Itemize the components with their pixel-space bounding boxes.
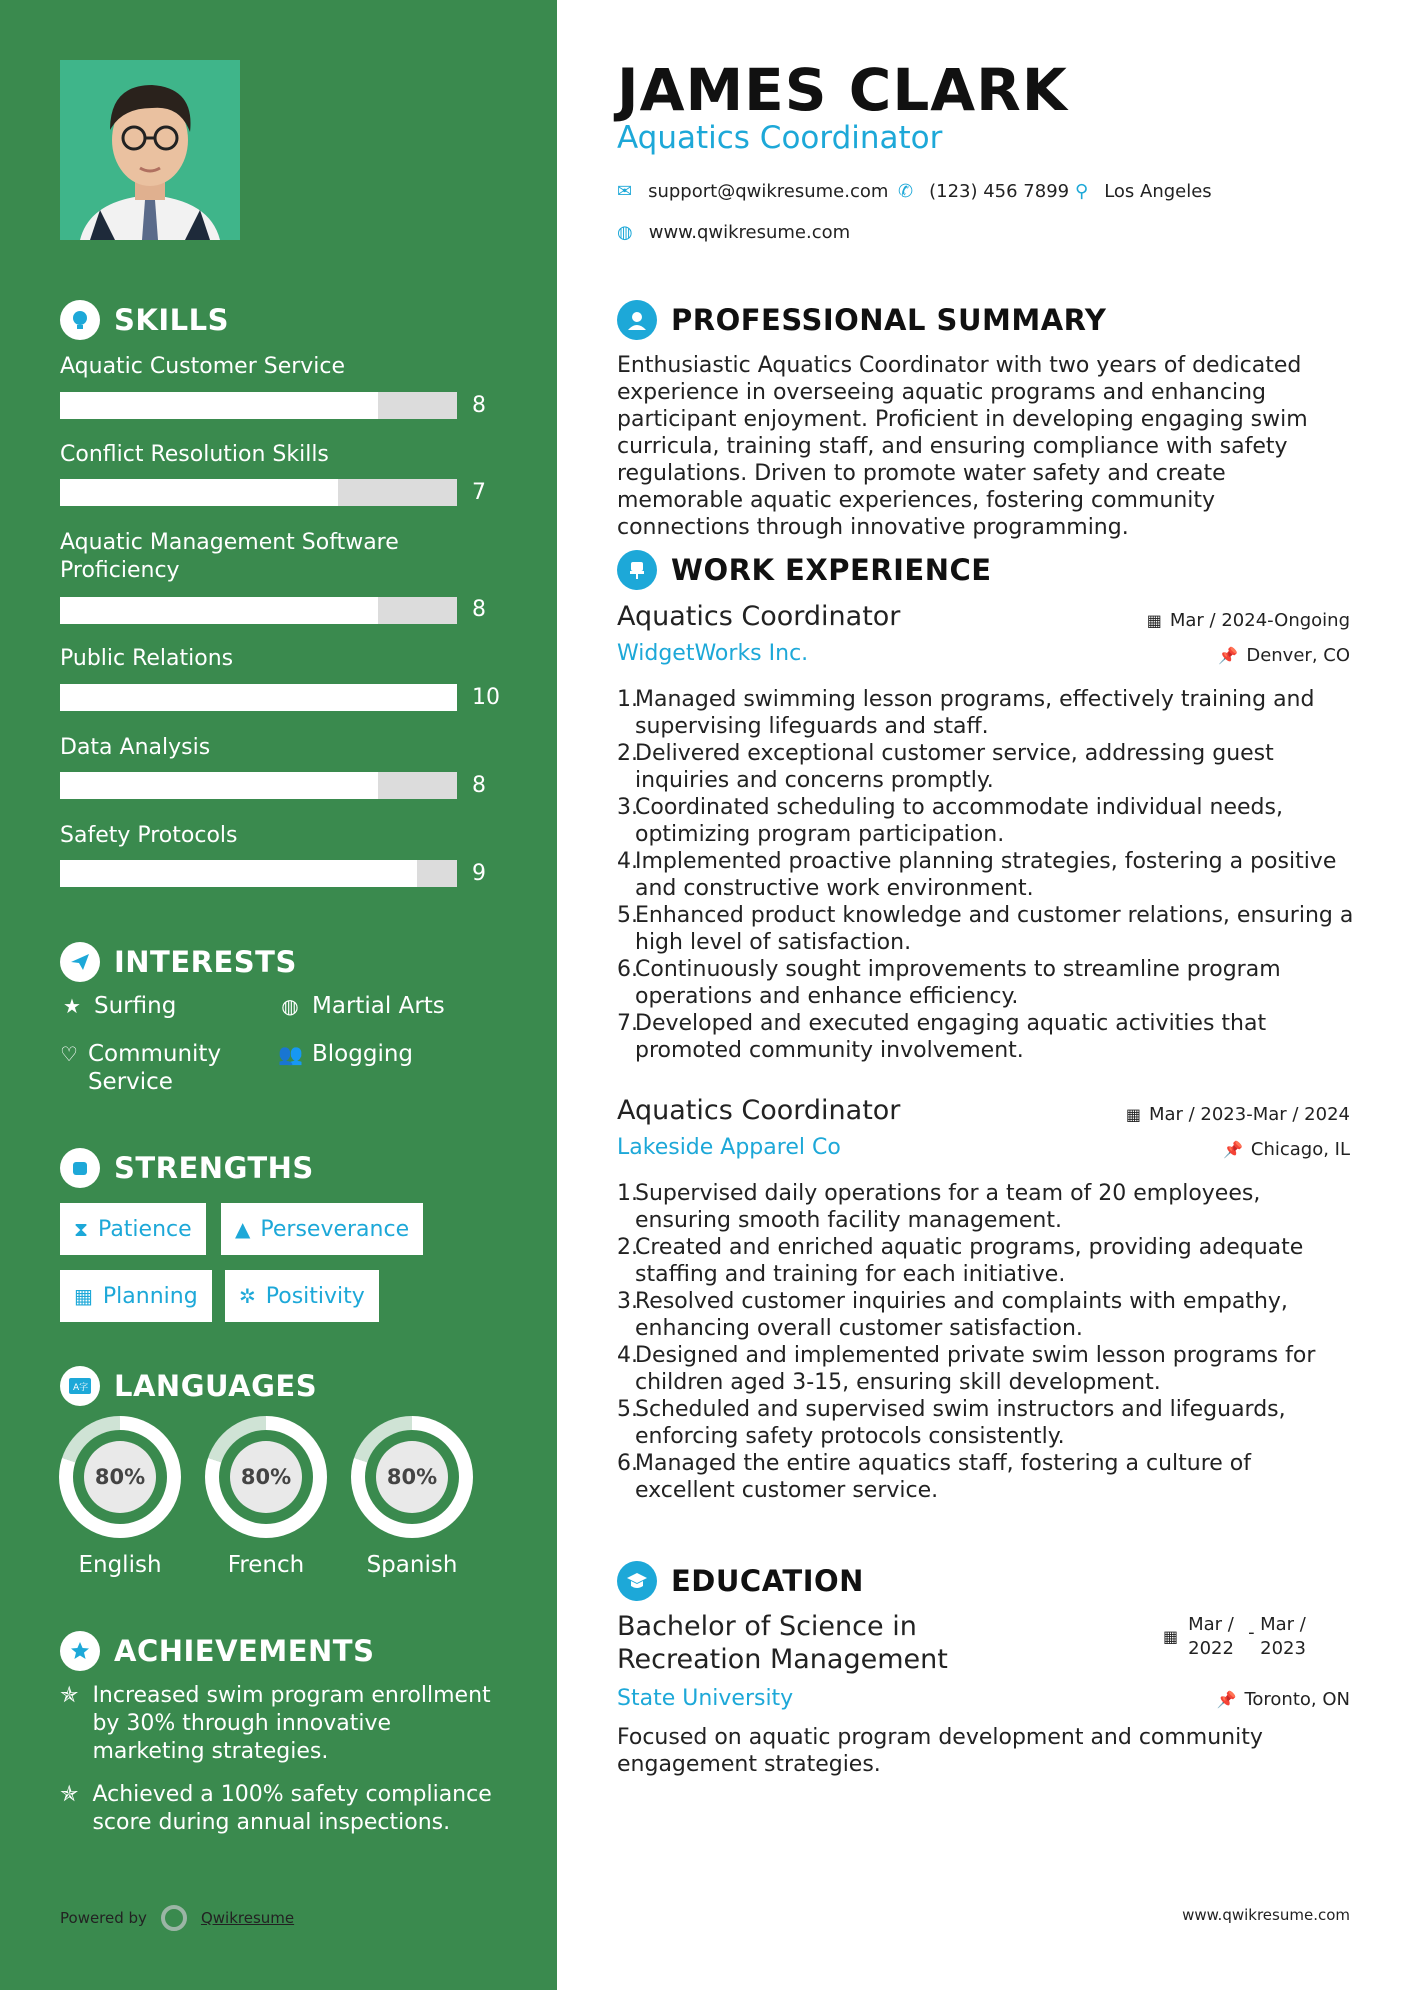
contact-email — [617, 181, 888, 202]
strength-label: Positivity — [265, 1283, 365, 1309]
globe-icon: ◍ — [281, 994, 299, 1018]
school-name: State University — [617, 1686, 794, 1711]
skill-bar — [60, 597, 457, 624]
strengths-title: STRENGTHS — [114, 1151, 314, 1185]
skill-bar-fill — [60, 860, 417, 887]
language-name: French — [227, 1552, 305, 1578]
skill-name: Safety Protocols — [60, 823, 238, 848]
education-location — [1217, 1689, 1350, 1710]
hand-icon: ♡ — [60, 1042, 78, 1066]
experience-header — [617, 550, 992, 590]
job-dates — [1126, 1104, 1350, 1125]
achievement-text: Achieved a 100% safety compliance score during annual inspections. — [92, 1782, 492, 1835]
envelope-icon: ✉ — [617, 181, 633, 202]
star-icon: ✯ — [60, 1683, 79, 1708]
skill-bar — [60, 684, 457, 711]
achievement-text: Increased swim program enrollment by 30% through innovative marketing strategies. — [92, 1683, 491, 1764]
company-name: WidgetWorks Inc. — [617, 641, 809, 666]
svg-text:A字: A字 — [73, 1383, 89, 1393]
skill-level: 10 — [472, 685, 500, 710]
summary-title: PROFESSIONAL SUMMARY — [671, 303, 1107, 337]
skill-bar-fill — [60, 479, 338, 506]
skill-name: Conflict Resolution Skills — [60, 442, 329, 467]
candidate-name: JAMES CLARK — [617, 56, 1068, 124]
sun-icon: ✲ — [239, 1284, 256, 1308]
skills-title: SKILLS — [114, 303, 229, 337]
paper-plane-icon — [60, 942, 100, 982]
strength-tag — [60, 1203, 206, 1255]
achievement-item — [60, 1682, 500, 1766]
powered-by — [60, 1905, 294, 1931]
language-icon — [60, 1366, 100, 1406]
user-icon — [617, 300, 657, 340]
brand-link[interactable]: Qwikresume — [200, 1909, 295, 1927]
language-item — [59, 1416, 181, 1578]
interest-label: Martial Arts — [312, 993, 445, 1019]
language-percent: 80% — [84, 1441, 156, 1513]
qwikresume-logo-icon — [161, 1905, 187, 1931]
star-badge-icon — [60, 1631, 100, 1671]
job-dates — [1147, 610, 1350, 631]
users-icon: 👥 — [278, 1042, 303, 1066]
location-text: Chicago, IL — [1250, 1139, 1350, 1160]
skill-level: 8 — [472, 597, 486, 622]
list-item: 4. Implemented proactive planning strategies, fostering a positive and constructive work environment. — [617, 849, 1337, 901]
chair-icon — [617, 550, 657, 590]
graduation-cap-icon — [617, 1561, 657, 1601]
achievement-item — [60, 1781, 500, 1837]
strength-tag — [221, 1203, 423, 1255]
calendar-icon: ▦ — [1125, 1105, 1141, 1124]
end-date: Mar / 2023 — [1260, 1614, 1306, 1659]
company-name: Lakeside Apparel Co — [617, 1135, 841, 1160]
dates-text: Mar / 2024-Ongoing — [1169, 610, 1350, 631]
list-item: 1. Managed swimming lesson programs, effectively training and supervising lifeguards and staff. — [617, 687, 1315, 739]
skills-header — [60, 300, 229, 340]
list-item: 4. Designed and implemented private swim lesson programs for children aged 3-15, ensuring skill development. — [617, 1343, 1316, 1395]
candidate-role: Aquatics Coordinator — [617, 120, 943, 156]
skill-bar-fill — [60, 684, 457, 711]
website-text[interactable]: www.qwikresume.com — [648, 222, 851, 243]
phone-text: (123) 456 7899 — [929, 181, 1070, 202]
map-pin-icon: ⚲ — [1075, 181, 1089, 202]
skill-bar — [60, 479, 457, 506]
achievements-header — [60, 1631, 374, 1671]
skill-bar-fill — [60, 772, 378, 799]
language-item — [351, 1416, 473, 1578]
pin-icon: 📌 — [1218, 646, 1239, 665]
powered-by-label: Powered by — [60, 1909, 147, 1927]
dates-text: Mar / 2023-Mar / 2024 — [1148, 1104, 1350, 1125]
location-text: Toronto, ON — [1244, 1689, 1350, 1710]
list-item: 7. Developed and executed engaging aquatic activities that promoted community involvement. — [617, 1011, 1267, 1063]
lightbulb-icon — [60, 300, 100, 340]
road-icon: ▲ — [235, 1217, 251, 1241]
list-item: 6. Continuously sought improvements to streamline program operations and enhance efficiency. — [617, 957, 1281, 1009]
star-icon: ★ — [63, 994, 81, 1018]
strength-tag — [60, 1270, 212, 1322]
contact-location — [1075, 181, 1212, 202]
list-item: 3. Coordinated scheduling to accommodate individual needs, optimizing program participation. — [617, 795, 1283, 847]
interest-label: Surfing — [94, 993, 177, 1019]
pin-icon: 📌 — [1216, 1690, 1237, 1709]
hourglass-icon: ⧗ — [74, 1217, 89, 1241]
pin-icon: 📌 — [1222, 1140, 1243, 1159]
job-location — [1223, 1139, 1350, 1160]
strength-label: Planning — [102, 1283, 198, 1309]
profile-photo — [60, 60, 240, 240]
summary-text: Enthusiastic Aquatics Coordinator with two years of dedicated experience in overseeing aquatic programs and enhancing participant enjoyment. Proficient in developing engaging swim curricula, training staff, and ensuring compliance with safety regulations. Driven to promote water safety and create memorable aquatic experiences, fostering community connections through innovative programming. — [617, 353, 1308, 540]
strengths-header — [60, 1148, 314, 1188]
skill-name: Aquatic Customer Service — [60, 354, 346, 379]
job-title: Aquatics Coordinator — [617, 601, 901, 632]
achievements-title: ACHIEVEMENTS — [114, 1634, 375, 1668]
language-ring — [351, 1416, 473, 1538]
contact-phone — [898, 181, 1069, 202]
education-description: Focused on aquatic program development and community engagement strategies. — [617, 1725, 1263, 1777]
footer-url[interactable]: www.qwikresume.com — [1182, 1906, 1350, 1924]
language-ring — [205, 1416, 327, 1538]
education-dates: ▦ Mar / 2022 - Mar / 2023 — [1163, 1613, 1320, 1661]
interests-header — [60, 942, 297, 982]
interests-title: INTERESTS — [114, 945, 297, 979]
strength-tag — [225, 1270, 379, 1322]
education-header — [617, 1561, 864, 1601]
interest-label: Community Service — [87, 1041, 222, 1095]
list-item: 6. Managed the entire aquatics staff, fostering a culture of excellent customer service. — [617, 1451, 1251, 1503]
sidebar — [0, 0, 557, 1990]
summary-header — [617, 300, 1106, 340]
list-item: 5. Enhanced product knowledge and customer relations, ensuring a high level of satisfaction. — [617, 903, 1354, 955]
skill-bar — [60, 772, 457, 799]
degree: Bachelor of Science in Recreation Management — [617, 1611, 948, 1675]
language-ring — [59, 1416, 181, 1538]
star-icon: ✯ — [60, 1782, 79, 1807]
fist-icon — [60, 1148, 100, 1188]
strength-label: Patience — [98, 1216, 192, 1242]
language-percent: 80% — [376, 1441, 448, 1513]
list-item: 2. Created and enriched aquatic programs, providing adequate staffing and training for each initiative. — [617, 1235, 1304, 1287]
location-text: Los Angeles — [1104, 181, 1212, 202]
skill-level: 8 — [472, 393, 486, 418]
email-text[interactable]: support@qwikresume.com — [648, 181, 889, 202]
calendar-icon: ▦ — [74, 1284, 93, 1308]
list-item: 1. Supervised daily operations for a team of 20 employees, ensuring smooth facility management. — [617, 1181, 1261, 1233]
calendar-icon: ▦ — [1146, 611, 1162, 630]
skill-level: 8 — [472, 773, 486, 798]
strength-label: Perseverance — [260, 1216, 410, 1242]
language-item — [205, 1416, 327, 1578]
list-item: 3. Resolved customer inquiries and complaints with empathy, enhancing overall customer satisfaction. — [617, 1289, 1288, 1341]
job-bullets — [617, 1180, 1357, 1504]
phone-icon: ✆ — [898, 181, 914, 202]
experience-title: WORK EXPERIENCE — [671, 553, 992, 587]
skill-level: 9 — [472, 861, 486, 886]
language-name: English — [78, 1552, 162, 1578]
job-location — [1218, 645, 1350, 666]
list-item: 2. Delivered exceptional customer service, addressing guest inquiries and concerns promptly. — [617, 741, 1274, 793]
interest-label: Blogging — [312, 1041, 414, 1067]
language-name: Spanish — [366, 1552, 458, 1578]
calendar-icon: ▦ — [1163, 1627, 1179, 1646]
interest-item — [278, 992, 445, 1020]
interest-item — [278, 1040, 413, 1068]
skill-name: Data Analysis — [60, 735, 211, 760]
job-title: Aquatics Coordinator — [617, 1095, 901, 1126]
job-bullets — [617, 686, 1357, 1064]
skill-bar-fill — [60, 392, 378, 419]
skill-bar — [60, 392, 457, 419]
globe-icon: ◍ — [617, 222, 633, 243]
education-title: EDUCATION — [671, 1564, 864, 1598]
location-text: Denver, CO — [1246, 645, 1350, 666]
skill-name: Aquatic Management Software Proficiency — [60, 530, 399, 583]
start-date: Mar / 2022 — [1188, 1614, 1234, 1659]
language-percent: 80% — [230, 1441, 302, 1513]
skill-level: 7 — [472, 480, 486, 505]
interest-item — [60, 992, 176, 1020]
skill-bar — [60, 860, 457, 887]
skill-name: Public Relations — [60, 646, 234, 671]
list-item: 5. Scheduled and supervised swim instructors and lifeguards, enforcing safety protocols consistently. — [617, 1397, 1286, 1449]
languages-header — [60, 1366, 317, 1406]
contact-website — [617, 222, 850, 243]
skill-bar-fill — [60, 597, 378, 624]
interest-item — [60, 1040, 250, 1096]
languages-title: LANGUAGES — [114, 1369, 318, 1403]
